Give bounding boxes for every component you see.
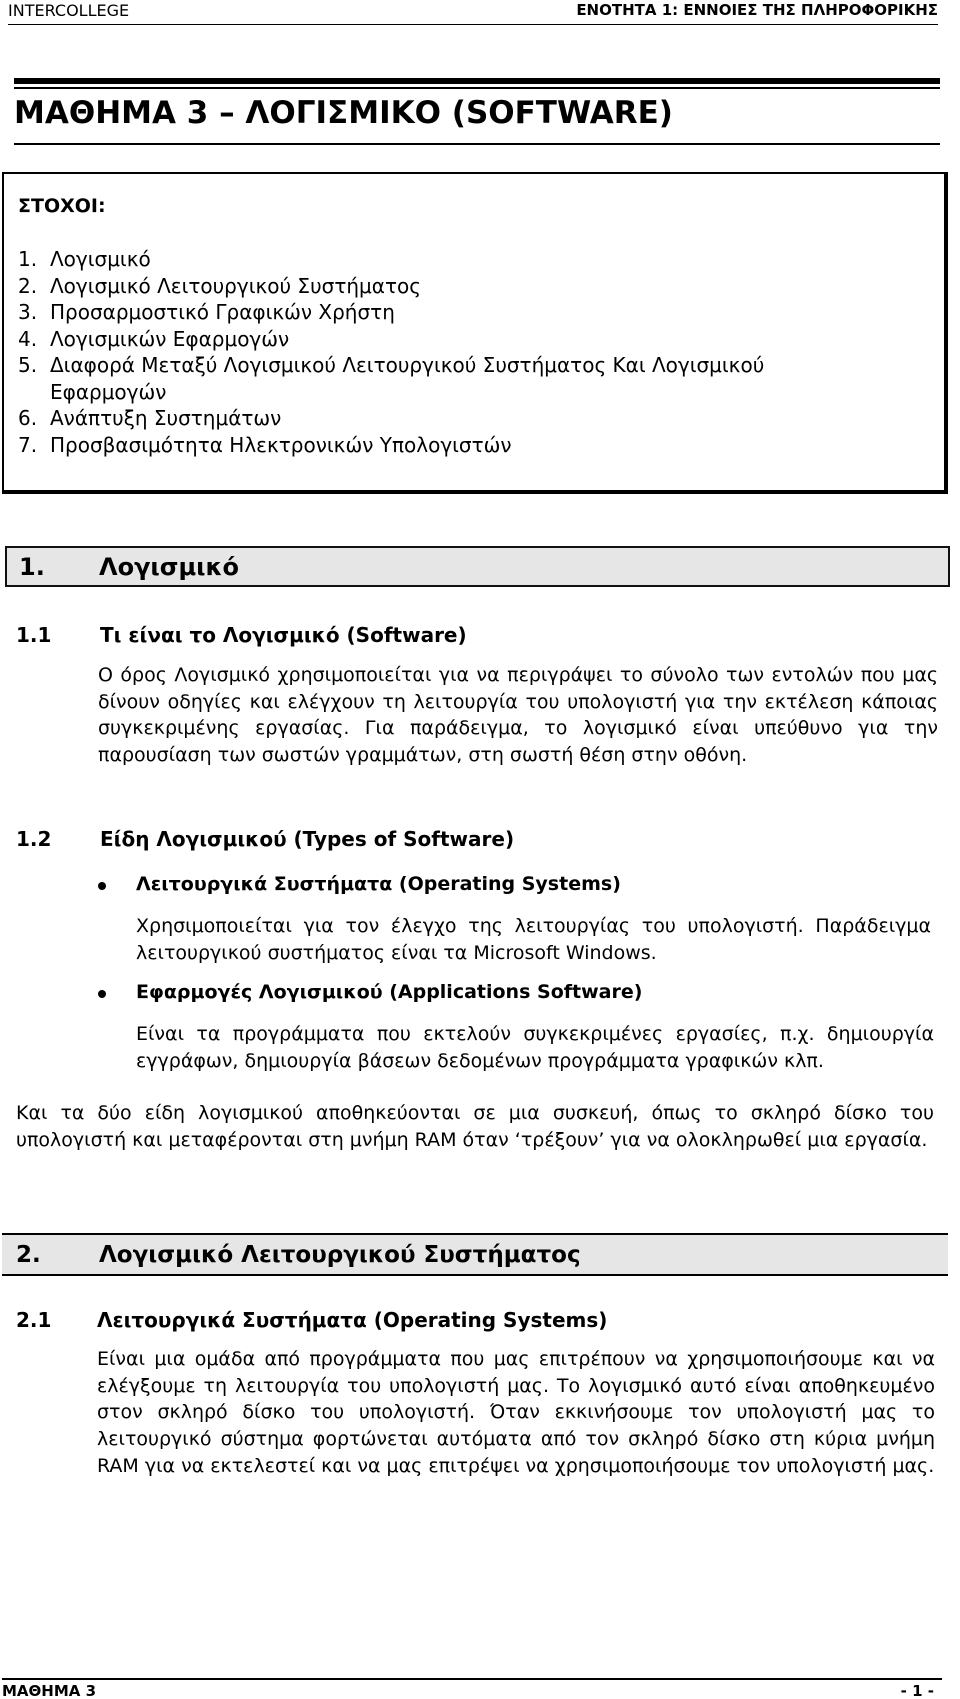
goals-box [2,172,948,494]
section-1-heading [5,546,950,587]
subsection-title: Τι είναι το Λογισμικό (Software) [100,623,467,647]
bullet-title-applications: Εφαρμογές Λογισμικού (Applications Software) [136,981,643,1003]
subsection-2-1-body: Είναι μια ομάδα από προγράμματα που μας επιτρέπουν να χρησιμοποιήσουμε και να ελέγξουμε τη λειτουργία του υπολογιστή μας. Το λογισμικό αυτό είναι αποθηκευμένο στον σκληρό δίσκο του υπολογιστή. Όταν εκκινήσουμε τον υπολογιστή μας το λειτουργικό σύστημα φορτώνεται αυτόματα από τον σκληρό δίσκο στη κύρια μνήμη RAM για να εκτελεστεί και να μας επιτρέψει να χρησιμοποιήσουμε τον υπολογιστή μας. [97,1348,935,1477]
goal-text: Προσαρμοστικό Γραφικών Χρήστη [50,300,395,324]
header-divider [8,24,938,25]
subsection-title: Λειτουργικά Συστήματα (Operating Systems) [97,1308,608,1332]
goal-text: Λογισμικό Λειτουργικού Συστήματος [50,273,421,298]
header-institution: INTERCOLLEGE [8,1,130,20]
section-number: 2. [16,1242,41,1268]
goal-item [18,405,808,432]
goal-number: 7. [18,432,38,457]
goal-number: 5. [18,353,38,377]
goal-text: Διαφορά Μεταξύ Λογισμικού Λειτουργικού Συστήματος Και Λογισμικού Εφαρμογών [50,353,765,404]
bullet-icon [98,882,106,890]
goals-list [18,246,808,458]
subsection-number: 2.1 [16,1308,52,1332]
bullet-body-applications: Είναι τα προγράμματα που εκτελούν συγκεκριμένες εργασίες, π.χ. δημιουργία εγγράφων, δημιουργία βάσεων δεδομένων προγράμματα γραφικών κλπ. [136,1023,934,1072]
footer-divider [2,1678,942,1680]
page-header [8,0,938,26]
section-2-heading [2,1233,948,1276]
goal-item [18,352,808,405]
goal-text: Προσβασιμότητα Ηλεκτρονικών Υπολογιστών [50,432,512,457]
goal-item [18,273,808,300]
title-rule-thin [14,87,940,89]
bullet-body-operating-systems: Χρησιμοποιείται για τον έλεγχο της λειτουργίας του υπολογιστή. Παράδειγμα λειτουργικού συστήματος είναι τα Microsoft Windows. [136,915,931,964]
subsection-number: 1.2 [16,827,52,851]
goal-number: 1. [18,247,38,271]
bullet-icon [98,990,106,998]
section-number: 1. [19,553,45,581]
title-rule-thick [14,78,940,84]
goal-item [18,326,808,353]
subsection-number: 1.1 [16,623,52,647]
goal-number: 2. [18,273,38,298]
goal-number: 3. [18,300,38,324]
goal-text: Ανάπτυξη Συστημάτων [50,406,282,430]
goal-number: 6. [18,406,38,430]
subsection-title: Είδη Λογισμικού (Types of Software) [100,827,515,851]
page-title: ΜΑΘΗΜΑ 3 – ΛΟΓΙΣΜΙΚΟ (SOFTWARE) [14,95,673,131]
subsection-1-1-body: Ο όρος Λογισμικό χρησιμοποιείται για να περιγράψει το σύνολο των εντολών που μας δίνουν οδηγίες και ελέγχουν τη λειτουργία του υπολογιστή για την εκτέλεση κάποιας συγκεκριμένης εργασίας. Για παράδειγμα, το λογισμικό είναι υπεύθυνο για την παρουσίαση των σωστών γραμμάτων, στη σωστή θέση στην οθόνη. [98,664,938,767]
page-number: - 1 - [900,1682,934,1699]
section-title: Λογισμικό Λειτουργικού Συστήματος [99,1242,581,1268]
goals-title: ΣΤΟΧΟΙ: [18,195,106,217]
goal-text: Λογισμικό [50,247,151,271]
header-unit: ΕΝΟΤΗΤΑ 1: ΕΝΝΟΙΕΣ ΤΗΣ ΠΛΗΡΟΦΟΡΙΚΗΣ [576,1,938,19]
title-bottom-rule [14,143,940,145]
goal-item [18,299,808,326]
goal-text: Λογισμικών Εφαρμογών [50,326,290,351]
footer-lesson: ΜΑΘΗΜΑ 3 [2,1682,97,1699]
bullet-title-operating-systems: Λειτουργικά Συστήματα (Operating Systems) [136,873,621,895]
goal-item [18,246,808,273]
goal-number: 4. [18,326,38,351]
section-title: Λογισμικό [99,553,240,581]
section-1-closing-paragraph: Και τα δύο είδη λογισμικού αποθηκεύονται σε μια συσκευή, όπως το σκληρό δίσκο του υπολογιστή και μεταφέρονται στη μνήμη RAM όταν ‘τρέξουν’ για να ολοκληρωθεί μια εργασία. [16,1102,934,1151]
goal-item [18,432,808,459]
